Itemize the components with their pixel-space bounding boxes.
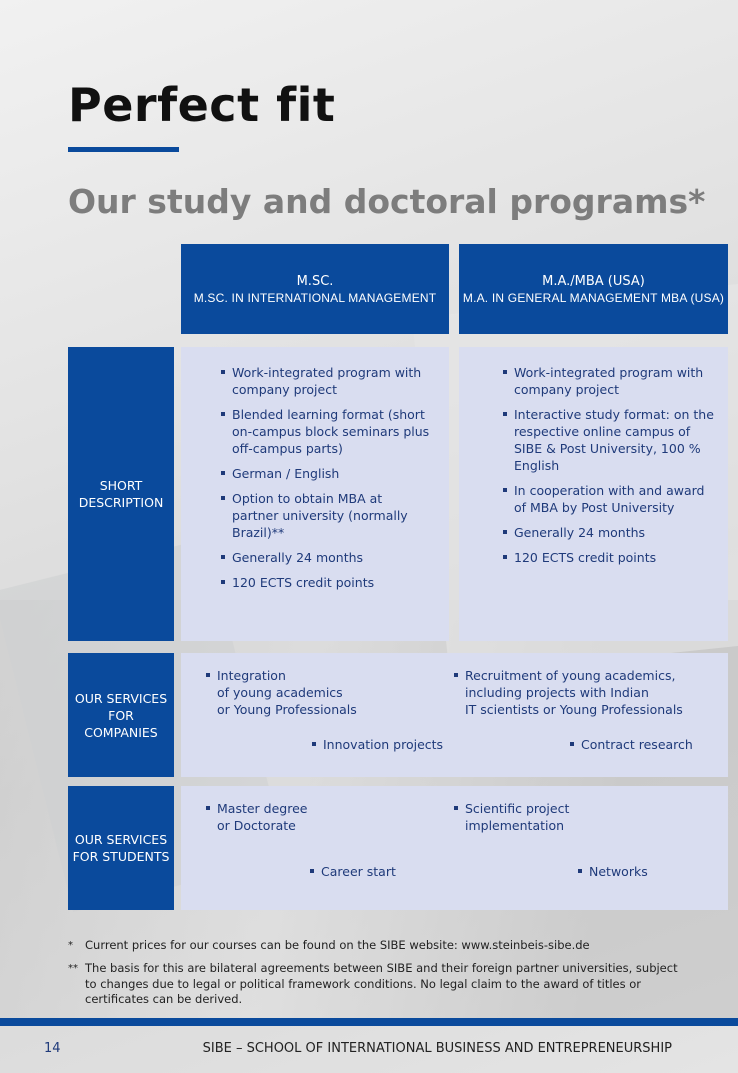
column-header-mba-subtitle: M.A. IN GENERAL MANAGEMENT MBA (USA): [462, 290, 725, 305]
service-student-degree: Master degree or Doctorate: [206, 800, 307, 834]
service-student-networks: Networks: [578, 863, 648, 880]
page-title: Perfect fit: [68, 78, 336, 132]
list-item: 120 ECTS credit points: [221, 574, 431, 591]
footnote-text: The basis for this are bilateral agreements between SIBE and their foreign partner universities, subject to changes due to legal or political framework conditions. No legal claim to the award of titles or certificates can be derived.: [85, 961, 678, 1006]
list-item: 120 ECTS credit points: [503, 549, 718, 566]
title-underline: [68, 147, 179, 152]
service-company-contract-research: Contract research: [570, 736, 693, 753]
footnote-mark: *: [68, 940, 73, 951]
column-header-msc-title: M.SC.: [296, 273, 334, 289]
service-company-recruitment: Recruitment of young academics, including projects with Indian IT scientists or Young Professionals: [454, 667, 683, 718]
list-item: In cooperation with and award of MBA by Post University: [503, 482, 718, 516]
column-header-msc: [181, 244, 449, 334]
msc-description-list: [221, 364, 431, 599]
row-header-short-description: SHORT DESCRIPTION: [68, 347, 174, 641]
mba-description-list: [503, 364, 718, 574]
service-student-research: Scientific project implementation: [454, 800, 569, 834]
row-header-services-students: OUR SERVICES FOR STUDENTS: [68, 786, 174, 910]
list-item: Generally 24 months: [221, 549, 431, 566]
column-header-msc-subtitle: M.SC. IN INTERNATIONAL MANAGEMENT: [193, 290, 437, 305]
list-item: German / English: [221, 465, 431, 482]
footnote-mark: **: [68, 963, 78, 974]
list-item: Work-integrated program with company project: [503, 364, 718, 398]
service-company-integration: Integration of young academics or Young Professionals: [206, 667, 357, 718]
service-student-career: Career start: [310, 863, 396, 880]
footnote-prices: [68, 938, 678, 954]
row-header-services-companies: OUR SERVICES FOR COMPANIES: [68, 653, 174, 777]
page-number: 14: [44, 1041, 61, 1056]
footer-title: SIBE – SCHOOL OF INTERNATIONAL BUSINESS AND ENTREPRENEURSHIP: [202, 1041, 672, 1056]
list-item: Generally 24 months: [503, 524, 718, 541]
column-header-mba: [459, 244, 728, 334]
list-item: Blended learning format (short on-campus block seminars plus off-campus parts): [221, 406, 431, 457]
footnote-agreements: [68, 961, 678, 1008]
service-company-innovation: Innovation projects: [312, 736, 443, 753]
footer-rule: [0, 1018, 738, 1026]
list-item: Work-integrated program with company project: [221, 364, 431, 398]
page-subtitle: Our study and doctoral programs*: [68, 182, 706, 221]
column-header-mba-title: M.A./MBA (USA): [542, 273, 645, 289]
list-item: Interactive study format: on the respective online campus of SIBE & Post University, 100 % English: [503, 406, 718, 474]
footnote-text: Current prices for our courses can be found on the SIBE website: www.steinbeis-sibe.de: [85, 938, 590, 952]
list-item: Option to obtain MBA at partner university (normally Brazil)**: [221, 490, 431, 541]
